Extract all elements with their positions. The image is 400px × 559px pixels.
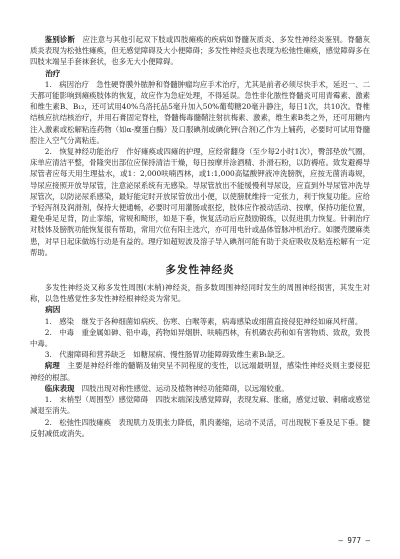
clinical-item-2 bbox=[30, 417, 370, 439]
etiology-item-2-text: 重金属如砷、铅中毒，药物如异烟肼、呋喃西林，有机磷农药和如有害物质、致敌，致畏中毒。 bbox=[30, 327, 370, 349]
etiology-item-1 bbox=[30, 316, 370, 327]
treatment-heading: 治疗 bbox=[45, 68, 61, 78]
diagnosis-paragraph bbox=[30, 34, 370, 68]
etiology-item-3-label: 3. 代谢障碍和营养缺乏 bbox=[44, 350, 126, 360]
pathology-text: 主要是神经纤维的髓鞘及轴突呈不同程度的变性，以远端最明显，感染性神经炎则主要侵犯神经的根部。 bbox=[30, 361, 370, 382]
diagnosis-label: 鉴别诊断 bbox=[44, 35, 76, 44]
etiology-item-1-text: 继发于各种细菌如病疾、伤寒、白喉等素，病毒感染或细菌直接侵犯神经如麻风杆菌。 bbox=[81, 316, 363, 326]
clinical-item-2-label: 2. 松弛性四肢瘫痪 bbox=[44, 417, 112, 427]
etiology-item-1-label: 1. 感染 bbox=[44, 316, 75, 326]
treatment-item-1-label: 1. 病因治疗 bbox=[44, 79, 89, 89]
etiology-item-3 bbox=[30, 349, 370, 360]
intro-paragraph: 多发性神经炎又称多发性周围(末梢)神经炎，指多数周围神经同时发生的周围神经损害，其发生对称，以急性感觉性多发性神经根神经炎为常见。 bbox=[30, 283, 370, 304]
etiology-item-2 bbox=[30, 327, 370, 349]
etiology-heading: 病因 bbox=[45, 305, 61, 315]
clinical-item-1 bbox=[30, 394, 370, 416]
pathology-label: 病理 bbox=[44, 361, 60, 371]
treatment-item-2-label: 2. 恢复神经功能治疗 bbox=[44, 147, 119, 157]
etiology-item-2-label: 2. 中毒 bbox=[44, 327, 75, 337]
section-title: 多发性神经炎 bbox=[165, 264, 235, 277]
treatment-item-2-text: 作好瘫痪或四瘫的护理，应经常翻身（至少每2小时1次），臀部垫放气圈，床单应清洁平整，骨隆突出部位应保持清洁干燥，每日按摩并涂酒精、扑滑石粉，以防褥疮。致发避褥导尿管者应每天用生理盐水，或1：2,000呋喃西林，或1:1,000高锰酸钾液冲洗膀胱，应按无菌消毒规，导尿应接照开放导尿管，注意泌尿系统有无感染。导尿管放出不能缓慢利导尿设，应直到外导尿管冲洗导尿管次，以防泌尿系感染，最好能定时开放尿管放出小便，以使膀胱维持一定张力，利于恢复功能。应给予轻泻剂及润滑剂，保持大便通畅，必要时可用灌肠或抠挖，肢体应作被动活动、按摩，保持功能位置，避免垂足足背，防止挛缩，常规和畸形，如是下垂，恢复活动后应鼓励锻炼，以促进肌力恢复。针刺治疗对肢体及膀胱功能恢复很有帮助，常用穴位有阳主选穴，亦可用电针或晶体管脉冲机治疗。如腰壳腰麻类患，对早日起床做练行动是有益的。理疗如超短波及溶子导入碘剂可能有助于炎症吸收及粘连松解有一定帮助。 bbox=[30, 147, 370, 257]
pathology-paragraph bbox=[30, 360, 370, 382]
treatment-item-2 bbox=[30, 146, 370, 258]
clinical-item-2-text: 表现肌力及肌张力降低，肌肉萎缩，运动不灵活，可出现脱下垂及足下垂。腱反射减低或消失。 bbox=[30, 417, 370, 438]
etiology-item-3-text: 如糖尿病、慢性肠胃功能障碍致维生素B₁缺乏。 bbox=[133, 350, 290, 360]
clinical-paragraph bbox=[30, 383, 370, 394]
clinical-item-1-text: 四肢末端深浅感觉障碍，表现发麻、胀痛，感觉过敏、刺痛或感觉减退至消失。 bbox=[30, 395, 370, 416]
page-number: — 977 — bbox=[338, 536, 370, 545]
clinical-text: 四肢出现对称性感觉、运动及植物神经功能障碍，以远端较重。 bbox=[81, 383, 289, 393]
treatment-item-1 bbox=[30, 79, 370, 146]
treatment-item-1-text: 急性硬脊膜外脓肿和脊髓肿瘤均应手术治疗，尤其是前者必须尽快手术，延迟一、二天都可能影响到瘫痪肢体的恢复，故应作为急症处理，不得延误。急性非化脓性脊髓炎可用青霉素、激素和维生素B、B₁₂，还可试用40%乌洛托品5毫升加入50%葡萄糖20毫升静注，每日1次，共10次。脊椎结核应抗结核治疗，并用石膏固定脊柱，脊髓梅毒髓鞘注射抗梅素、激素，维生素B类之外，还可用糖内注入激素或松解粘连药物（如α-糜蛋白酶）及口服碘剂或碘化钾(合剂)乙作为上辅药，必要时可试用脊髓腔注入空气分离粘连。 bbox=[30, 79, 370, 145]
clinical-label: 临床表现 bbox=[44, 383, 75, 393]
clinical-item-1-label: 1. 末梢型（周围型）感觉障碍 bbox=[44, 395, 149, 405]
diagnosis-text: 应注意与其他引起双下肢或四肢瘫痪的疾病如脊髓灰质炎、多发性神经炎鉴别。脊髓灰质炎表现为松弛性瘫痪，但无感觉障碍及大小便障碍；多发性神经炎也表现为松弛性瘫痪，感觉障碍多在四肢末端呈手套袜套状，也多无大小便障碍。 bbox=[30, 35, 370, 67]
